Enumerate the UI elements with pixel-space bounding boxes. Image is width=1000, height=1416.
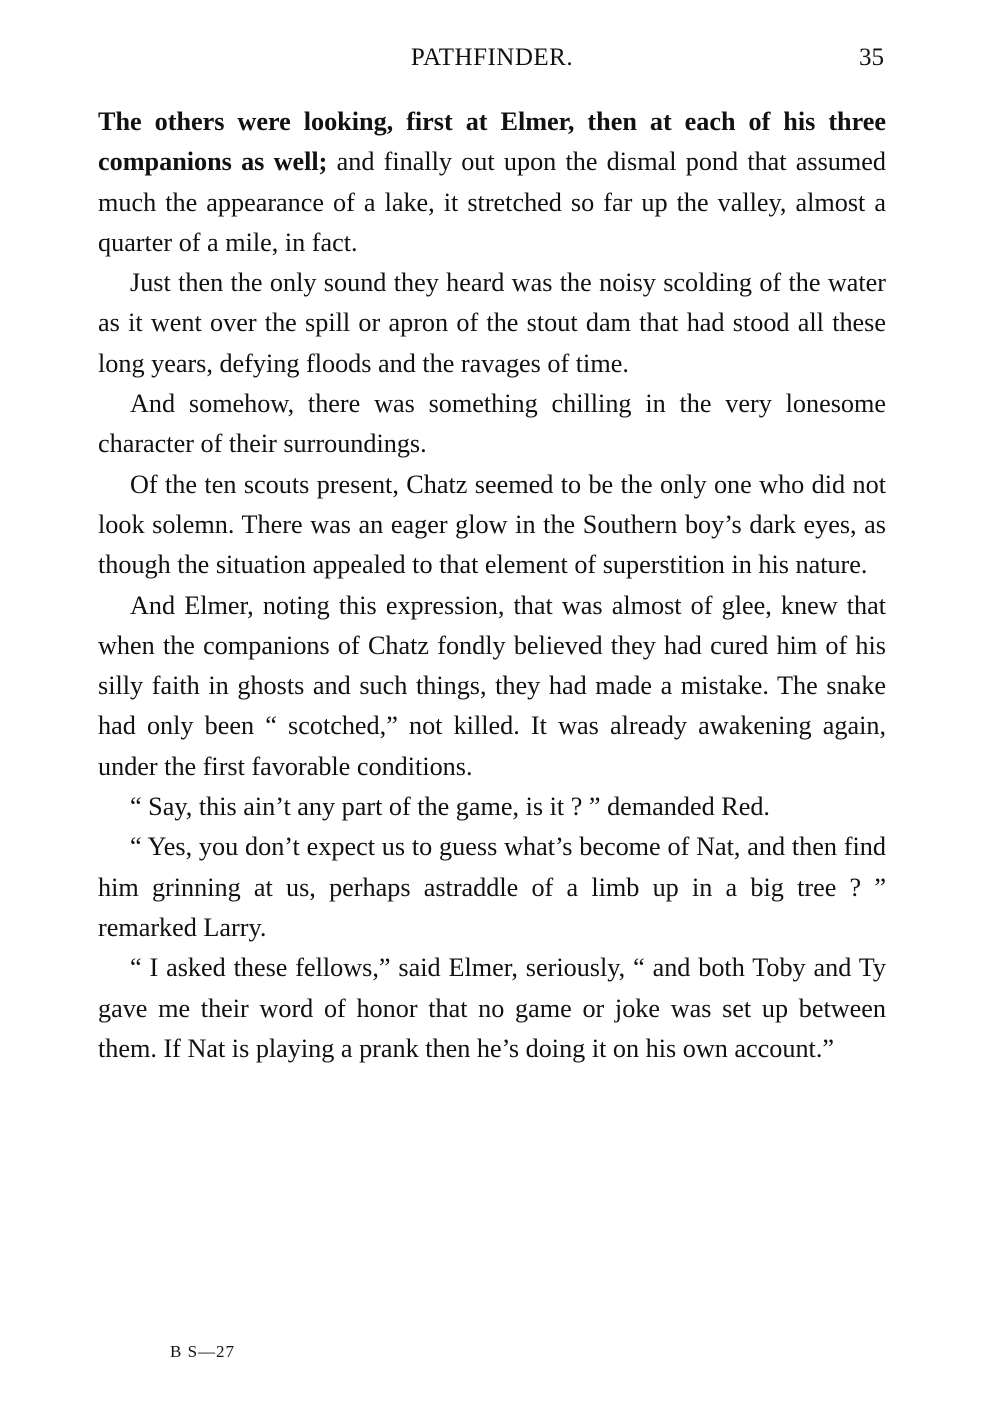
paragraph-2: Just then the only sound they heard was the noisy scolding of the water as it went over the spill or apron of the stout dam that had stood all these long years, defying floods and the ravages of time. bbox=[98, 268, 886, 378]
paragraph-1 bbox=[98, 102, 886, 263]
running-head bbox=[100, 44, 884, 80]
running-title: PATHFINDER. bbox=[410, 44, 574, 71]
paragraph-1-text: and finally out upon the dismal pond that assumed much the appearance of a lake, it stretched so far up the valley, almost a quarter of a mile, in fact. bbox=[98, 147, 886, 257]
paragraph-8: “ I asked these fellows,” said Elmer, seriously, “ and both Toby and Ty gave me their word of honor that no game or joke was set up between them. If Nat is playing a prank then he’s doing it on his own account.” bbox=[98, 953, 886, 1063]
paragraph-1-lead: The others were looking, first at Elmer, then at each of his three companions as well; bbox=[98, 107, 886, 177]
paragraph-3: And somehow, there was something chilling in the very lonesome character of their surroundings. bbox=[98, 389, 886, 459]
paragraph-5: And Elmer, noting this expression, that was almost of glee, knew that when the companions of Chatz fondly believed they had cured him of his silly faith in ghosts and such things, they had made a mistake. The snake had only been “ scotched,” not killed. It was already awakening again, under the first favorable conditions. bbox=[98, 590, 886, 781]
body-text bbox=[98, 102, 886, 1069]
paragraph-4: Of the ten scouts present, Chatz seemed to be the only one who did not look solemn. There was an eager glow in the Southern boy’s dark eyes, as though the situation appealed to that element of superstition in his nature. bbox=[98, 469, 886, 580]
signature-mark: B S—27 bbox=[170, 1342, 236, 1361]
paragraph-7: “ Yes, you don’t expect us to guess what’s become of Nat, and then find him grinning at us, perhaps astraddle of a limb up in a big tree ? ” remarked Larry. bbox=[98, 832, 886, 942]
paragraph-6: “ Say, this ain’t any part of the game, is it ? ” demanded Red. bbox=[130, 792, 770, 822]
page-number: 35 bbox=[859, 44, 884, 71]
